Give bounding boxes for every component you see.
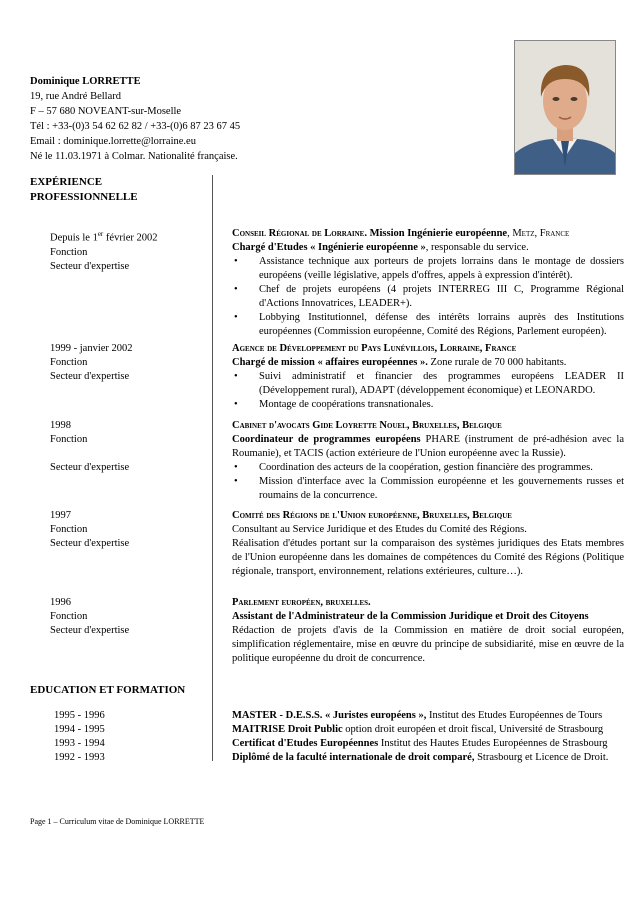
education-item: MASTER - D.E.S.S. « Juristes européens », Institut des Etudes Européennes de Tours [232,710,603,721]
job-3-details [232,419,624,503]
list-item: • Assistance technique aux porteurs de projets lorrains dans le montage de dossiers européens (veille législative, appels d'offres, appels à expression d'intérêt). [232,255,624,283]
job-title: Chargé de mission « affaires européennes ». Zone rurale de 70 000 habitants. [232,357,567,368]
birth-line: Né le 11.03.1971 à Colmar. Nationalité française. [30,151,238,162]
page-footer: Page 1 – Curriculum vitae de Dominique LORRETTE [30,817,205,826]
job-description: Réalisation d'études portant sur la comparaison des systèmes juridiques des Etats membres de l'Union européenne dans les domaines de compétences du Comité des Régions (Politique régionale, transport, environnement, relations extérieures, culture…). [232,538,624,577]
job-2-details [232,342,624,412]
job-title: Assistant de l'Administrateur de la Commission Juridique et Droit des Citoyens [232,611,589,622]
job-organisation: Cabinet d'avocats Gide Loyrette Nouel, Bruxelles, Belgique [232,420,502,431]
job-organisation: Parlement européen, bruxelles. [232,597,371,608]
job-1-details [232,227,624,339]
email-line: Email : dominique.lorrette@lorraine.eu [30,136,196,147]
job-bullets [232,370,624,412]
job-title: Chargé d'Etudes « Ingénierie européenne », responsable du service. [232,242,529,253]
address-line-1: 19, rue André Bellard [30,91,121,102]
job-mission: Mission Ingénierie européenne [369,228,508,239]
job-2-labels: 1999 - janvier 2002 Fonction Secteur d'expertise [50,343,133,382]
job-4-labels: 1997 Fonction Secteur d'expertise [50,510,130,549]
address-line-2: F – 57 680 NOVEANT-sur-Moselle [30,106,182,117]
job-description: Rédaction de projets d'avis de la Commission en matière de droit social européen, simplification réglementaire, mise en œuvre du principe de subsidiarité, mise en œuvre de la politique européenne du droit de concurrence. [232,625,624,664]
job-4-details [232,509,624,579]
column-divider [212,175,213,761]
education-item: Diplômé de la faculté internationale de droit comparé, Strasbourg et Licence de Droit. [232,752,609,763]
education-item: MAITRISE Droit Public option droit européen et droit fiscal, Université de Strasbourg [232,724,604,735]
education-heading: EDUCATION ET FORMATION [30,684,186,696]
phone-line: Tél : +33-(0)3 54 62 62 82 / +33-(0)6 87 23 67 45 [30,121,241,132]
contact-block [30,74,240,164]
job-organisation: Agence de Développement du Pays Lunévillois, Lorraine, France [232,343,517,354]
job-organisation: Comité des Régions de l'Union européenne, Bruxelles, Belgique [232,510,512,521]
experience-heading: EXPÉRIENCE PROFESSIONNELLE [30,176,138,203]
list-item: • Coordination des acteurs de la coopération, gestion financière des programmes. [232,461,624,475]
job-title: Consultant au Service Juridique et des Etudes du Comité des Régions. [232,524,527,535]
job-bullets [232,255,624,339]
list-item: • Chef de projets européens (4 projets INTERREG III C, Programme Régional d'Actions Innovatrices, LEADER+). [232,283,624,311]
job-date: Depuis le 1er février 2002 [50,230,158,244]
job-3-labels: 1998 Fonction Secteur d'expertise [50,420,130,473]
list-item: • Montage de coopérations transnationales. [232,398,624,412]
job-title: Coordinateur de programmes européens PHARE (instrument de pré-adhésion avec la Roumanie), et TACIS (action extérieure de l'Union européenne avec la Russie). [232,434,624,459]
education-years: 1995 - 1996 1994 - 1995 1993 - 1994 1992 - 1993 [54,710,105,763]
job-5-details [232,596,624,666]
job-bullets [232,461,624,503]
education-details [232,709,624,765]
education-item: Certificat d'Etudes Européennes Institut des Hautes Etudes Européennes de Strasbourg [232,738,608,749]
job-5-labels: 1996 Fonction Secteur d'expertise [50,597,130,636]
portrait-illustration [515,41,615,174]
list-item: • Mission d'interface avec la Commission européenne et les gouvernements russes et roumains de la concurrence. [232,475,624,503]
job-1-labels: Depuis le 1er février 2002 Fonction Secteur d'expertise [50,227,158,274]
list-item: • Lobbying Institutionnel, défense des intérêts lorrains auprès des Institutions européennes (Commission européenne, Comité des Régions, Parlement européen). [232,311,624,339]
person-name: Dominique LORRETTE [30,76,141,87]
profile-photo [514,40,616,175]
job-organisation: Conseil Régional de Lorraine. Mission Ingénierie européenne, Metz, France [232,228,570,239]
list-item: • Suivi administratif et financier des programmes européens LEADER II (Développement rural), ADAPT (développement économique) et LEONARDO. [232,370,624,398]
